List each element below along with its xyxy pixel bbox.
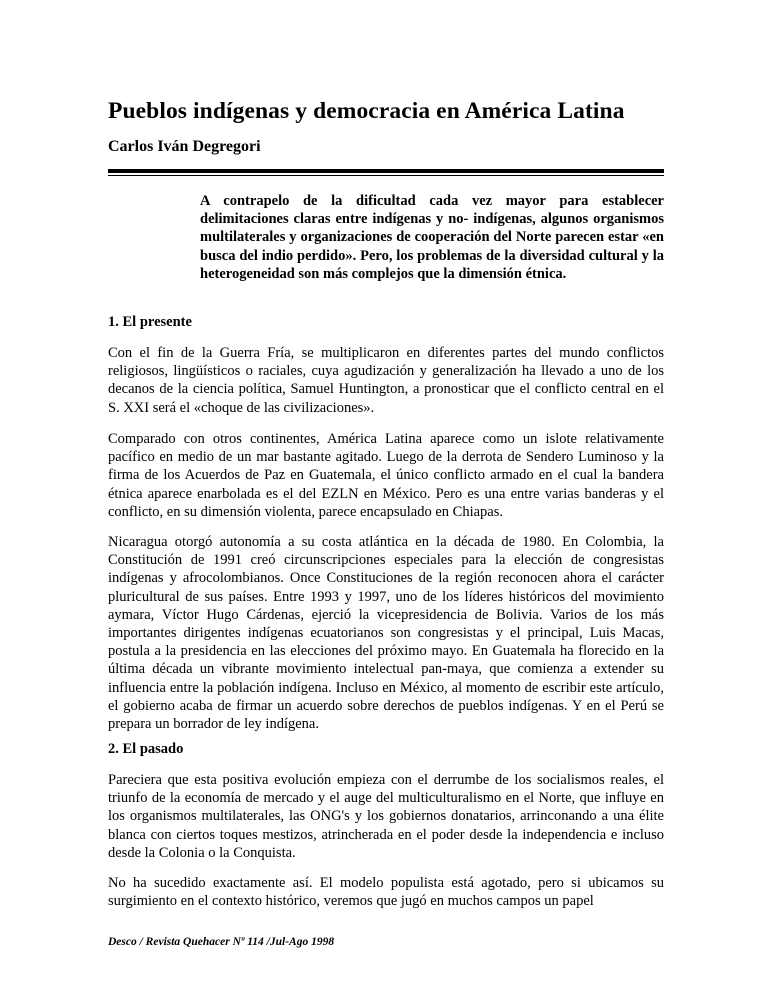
paragraph: Comparado con otros continentes, América Latina aparece como un islote relativamente pacífico en medio de un mar bastante agitado. Luego de la derrota de Sendero Luminoso y la firma de los Acuerdos de Paz en Guatemala, el único conflicto armado en el cual la bandera étnica aparece enarbolada es el del EZLN en México. Pero es una entre varias banderas y el conflicto, en su dimensión violenta, parece encapsulado en Chiapas. [108,431,664,520]
article-abstract: A contrapelo de la dificultad cada vez mayor para establecer delimitaciones claras entre indígenas y no- indígenas, algunos organismos multilaterales y organizaciones de cooperación del Norte parecen estar «en busca del indio perdido». Pero, los problemas de la diversidad cultural y la heterogeneidad son más complejos que la dimensión étnica. [200,193,664,282]
section-heading-presente: 1. El presente [108,314,192,330]
paragraph: No ha sucedido exactamente así. El modelo populista está agotado, pero si ubicamos su surgimiento en el contexto histórico, veremos que jugó en muchos campos un papel [108,875,664,910]
article-author: Carlos Iván Degregori [108,138,261,155]
section-heading-pasado: 2. El pasado [108,741,184,757]
article-title: Pueblos indígenas y democracia en América Latina [108,98,625,124]
paragraph: Nicaragua otorgó autonomía a su costa atlántica en la década de 1980. En Colombia, la Constitución de 1991 creó circunscripciones especiales para la elección de congresistas indígenas y afrocolombianos. Once Constituciones de la región reconocen ahora el carácter pluricultural de sus países. Entre 1993 y 1997, uno de los líderes históricos del movimiento aymara, Víctor Hugo Cárdenas, ejerció la vicepresidencia de Bolivia. Varios de los más importantes dirigentes indígenas ecuatorianos son congresistas y el principal, Luis Macas, postula a la presidencia en las elecciones del próximo mayo. En Guatemala ha florecido en la última década un vibrante movimiento intelectual pan-maya, que comienza a extender su influencia entre la población indígena. Incluso en México, al momento de escribir este artículo, el gobierno acaba de firmar un acuerdo sobre derechos de pueblos indígenas. Y en el Perú se prepara un borrador de ley indígena. [108,534,664,733]
header-rule-thick [108,169,664,173]
footer-citation: Desco / Revista Quehacer Nº 114 /Jul-Ago 1998 [108,936,335,948]
paragraph: Con el fin de la Guerra Fría, se multiplicaron en diferentes partes del mundo conflictos religiosos, lingüísticos o raciales, cuya agudización y generalización ha llevado a uno de los decanos de la ciencia política, Samuel Huntington, a pronosticar que el conflicto central en el S. XXI será el «choque de las civilizaciones». [108,345,664,416]
paragraph: Pareciera que esta positiva evolución empieza con el derrumbe de los socialismos reales, el triunfo de la economía de mercado y el auge del multiculturalismo en el Norte, que influye en los organismos multilaterales, las ONG's y los gobiernos donatarios, arrinconando a una élite blanca con ciertos toques mestizos, atrincherada en el poder desde la independencia e incluso desde la Colonia o la Conquista. [108,772,664,861]
header-rule-thin [108,175,664,176]
